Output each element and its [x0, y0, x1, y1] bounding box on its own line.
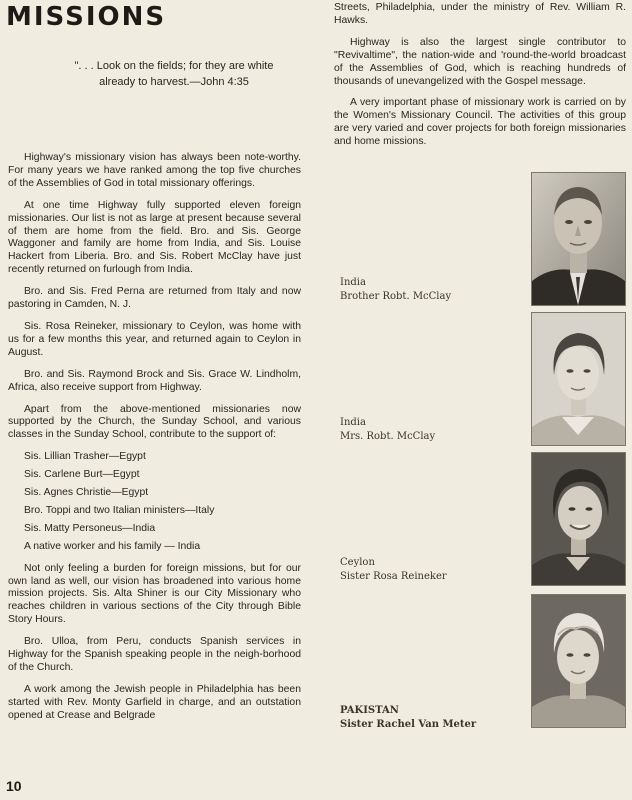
caption-name: Sister Rosa Reineker — [340, 571, 447, 582]
right-column — [334, 2, 626, 158]
caption-name: Brother Robt. McClay — [340, 291, 452, 302]
paragraph: Bro. Ulloa, from Peru, conducts Spanish services in Highway for the Spanish speaking people in the neigh-borhood of the Church. — [8, 636, 301, 673]
paragraph: Streets, Philadelphia, under the ministry of Rev. William R. Hawks. — [334, 2, 626, 26]
portrait-photo — [531, 594, 626, 728]
list-item: A native worker and his family — India — [24, 540, 201, 552]
photo-caption — [340, 276, 520, 304]
caption-name: Mrs. Robt. McClay — [340, 431, 436, 442]
paragraph: Bro. and Sis. Fred Perna are returned from Italy and now pastoring in Camden, N. J. — [8, 286, 301, 311]
portrait-photo — [531, 312, 626, 446]
list-item: Sis. Lillian Trasher—Egypt — [24, 451, 146, 463]
page-number: 10 — [6, 778, 22, 794]
list-item: Sis. Agnes Christie—Egypt — [24, 487, 149, 499]
photo-caption — [340, 556, 520, 584]
caption-field: India — [340, 277, 366, 288]
caption-name: Sister Rachel Van Meter — [340, 719, 477, 730]
epigraph-line: ". . . Look on the fields; for they are white — [74, 60, 274, 72]
caption-field: Ceylon — [340, 557, 375, 568]
portrait-photo — [531, 172, 626, 306]
support-list — [8, 451, 301, 553]
list-item: Sis. Matty Personeus—India — [24, 522, 156, 534]
left-column — [8, 152, 301, 732]
paragraph: Apart from the above-mentioned missionaries now supported by the Church, the Sunday School, and various classes in the Sunday School, contribute to the support of: — [8, 403, 301, 441]
caption-field: PAKISTAN — [340, 705, 399, 716]
photo-caption — [340, 704, 520, 732]
epigraph — [40, 58, 308, 90]
portrait-photo — [531, 452, 626, 586]
list-item: Bro. Toppi and two Italian ministers—Italy — [24, 504, 215, 516]
page-title: MISSIONS — [6, 2, 167, 32]
photo-caption — [340, 416, 520, 444]
paragraph: Not only feeling a burden for foreign missions, but for our own land as well, our vision has broadened into various home mission projects. Sis. Alta Shiner is our City Missionary who reaches children in various sections of the City through Bible Story Hours. — [8, 562, 301, 626]
caption-field: India — [340, 417, 366, 428]
paragraph: A very important phase of missionary work is carried on by the Women's Missionary Council. The activities of this group are very varied and cover projects for both foreign missionaries and home missions. — [334, 97, 626, 148]
paragraph: Highway is also the largest single contributor to "Revivaltime", the nation-wide and 'round-the-world broadcast of the Assemblies of God, which is reaching hundreds of thousands of unevangelized with the Gospel message. — [334, 36, 626, 87]
paragraph: At one time Highway fully supported eleven foreign missionaries. Our list is not as large at present because several of them are home from the field. Bro. and Sis. George Waggoner and family are home from India, and Sis. Louise Hackert from Liberia. Bro. and Sis. Robert McClay have just recently returned on furlough from India. — [8, 199, 301, 276]
paragraph: Sis. Rosa Reineker, missionary to Ceylon, was home with us for a few months this year, and returned again to Ceylon in August. — [8, 320, 301, 358]
paragraph: Highway's missionary vision has always been note-worthy. For many years we have ranked among the top five churches of the Assemblies of God in total missionary offerings. — [8, 152, 301, 189]
list-item: Sis. Carlene Burt—Egypt — [24, 469, 140, 481]
epigraph-line: already to harvest.—John 4:35 — [99, 76, 249, 88]
paragraph: Bro. and Sis. Raymond Brock and Sis. Grace W. Lindholm, Africa, also receive support from Highway. — [8, 368, 301, 393]
paragraph: A work among the Jewish people in Philadelphia has been started with Rev. Monty Garfield in charge, and an outstation opened at Crease and Belgrade — [8, 683, 301, 721]
